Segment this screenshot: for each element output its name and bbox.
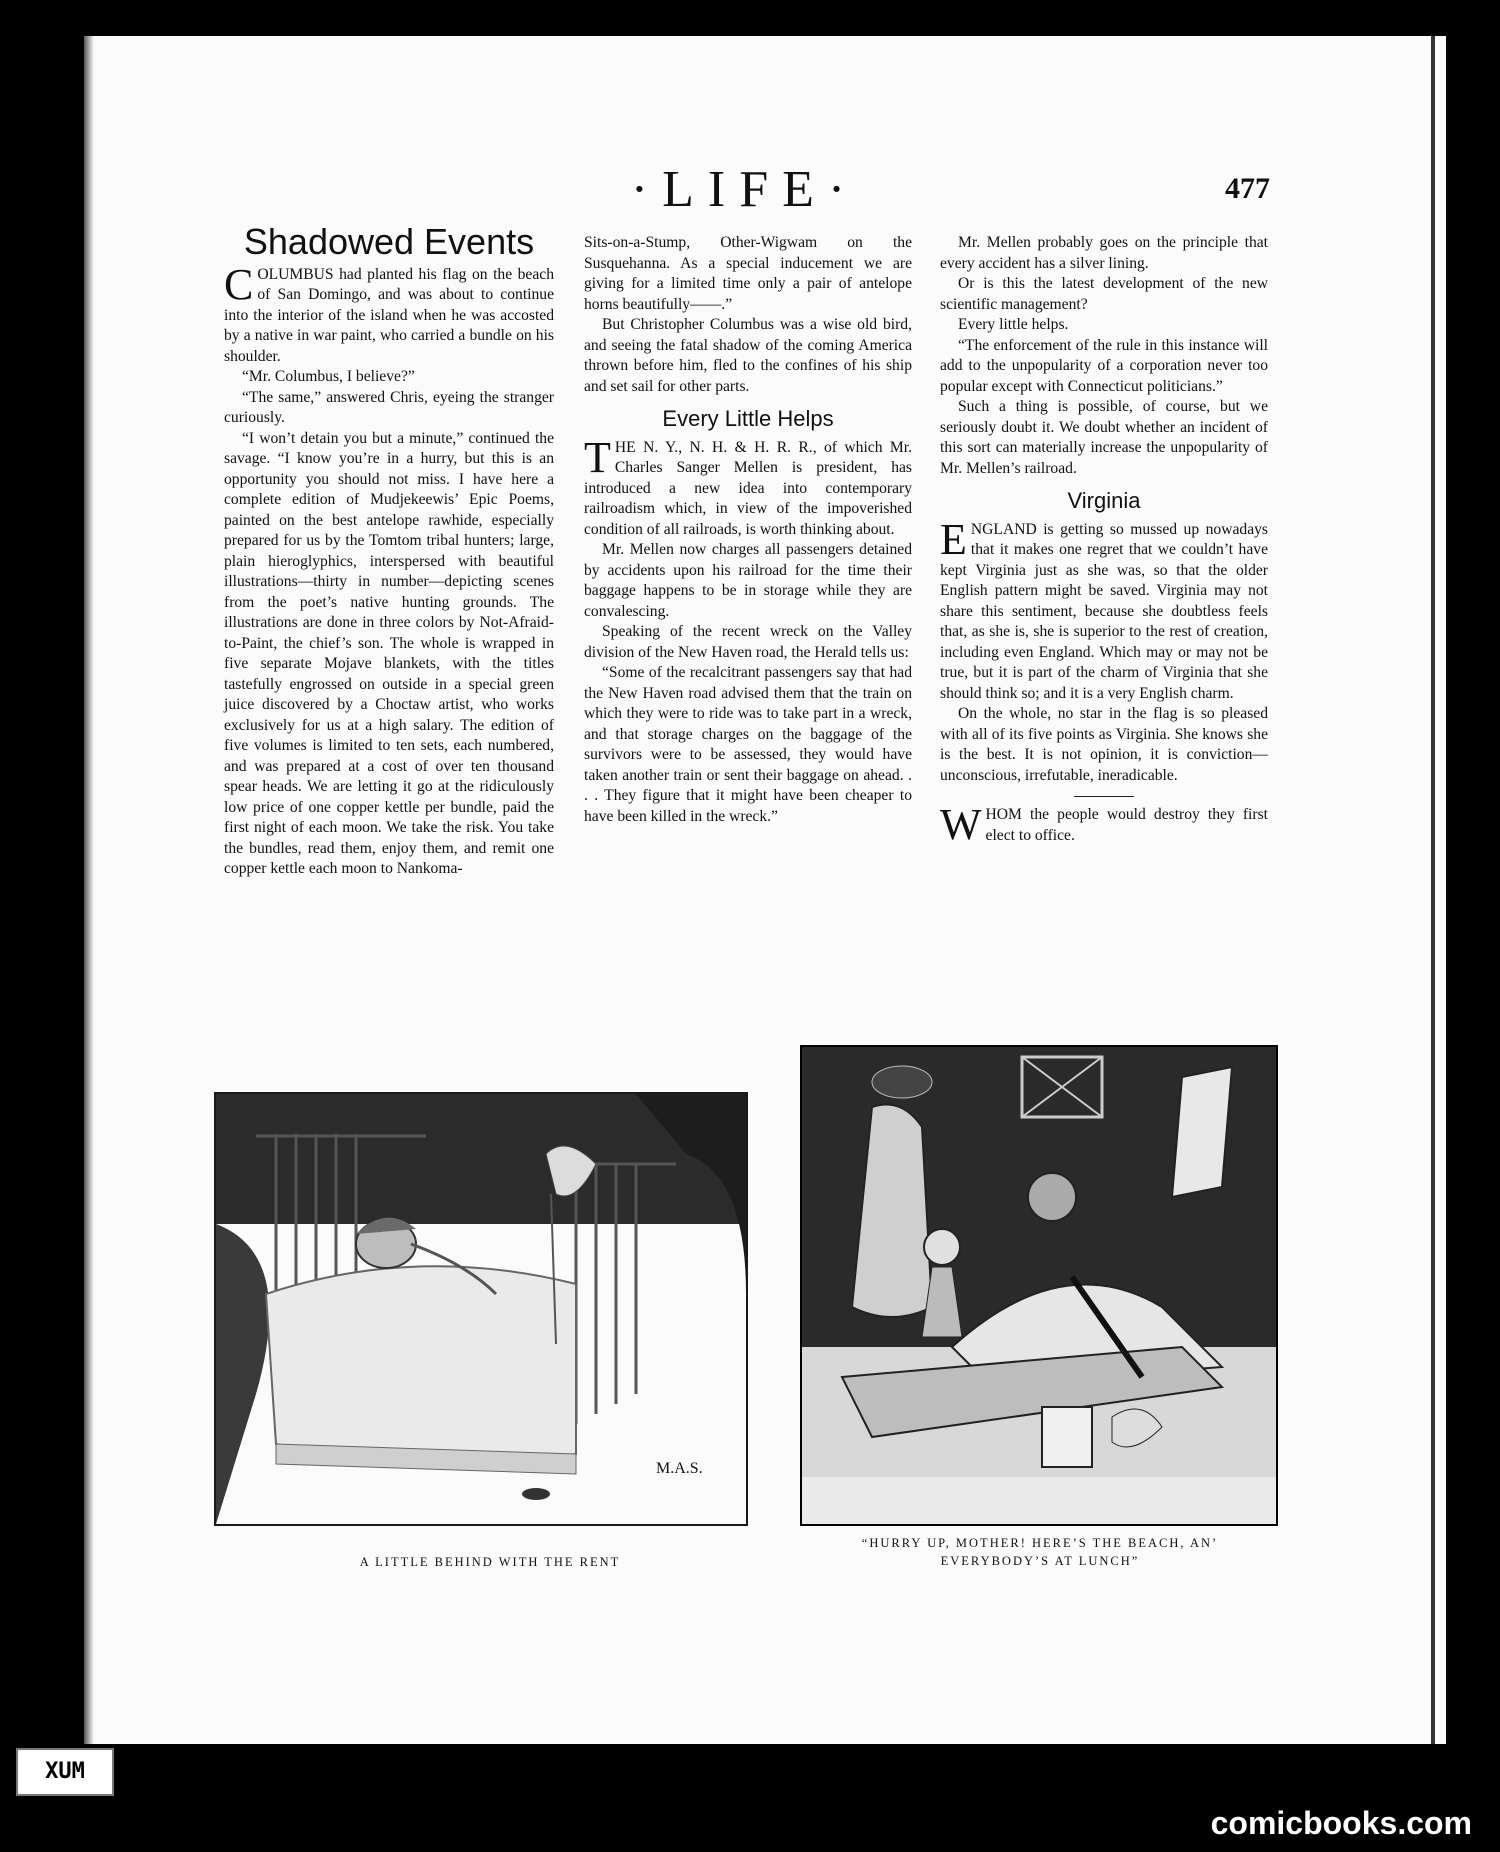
article-paragraph: THE N. Y., N. H. & H. R. R., of which Mr. Charles Sanger Mellen is president, has introduced a new idea into contemporary railroadism which, in view of the impoverished condition of all railroads, is worth thinking about. [584, 432, 912, 538]
caption-right-line-1: “HURRY UP, MOTHER! HERE’S THE BEACH, AN’ [861, 1536, 1219, 1550]
illustration-beach-scene [800, 1045, 1278, 1526]
article-paragraph: Such a thing is possible, of course, but we seriously doubt it. We doubt whether an incident of this sort can materially increase the unpopularity of Mr. Mellen’s railroad. [940, 398, 1268, 477]
archive-stamp-label: XUM [16, 1748, 114, 1796]
article-paragraph: But Christopher Columbus was a wise old bird, and seeing the fatal shadow of the coming America thrown before him, fled to the confines of his ship and set sail for other parts. [584, 316, 912, 395]
caption-left: A LITTLE BEHIND WITH THE RENT [359, 1555, 621, 1569]
beach-lunch-drawing [802, 1047, 1276, 1524]
article-paragraph: Mr. Mellen now charges all passengers detained by accidents upon his railroad for the time their baggage happens to be in storage while they are convalescing. [584, 541, 912, 620]
article-paragraph: On the whole, no star in the flag is so pleased with all of its five points as Virginia. She knows she is the best. It is not opinion, it is conviction—unconscious, irrefutable, ineradicable. [940, 705, 1268, 784]
masthead-title: ·LIFE· [630, 161, 860, 218]
article-paragraph: “I won’t detain you but a minute,” continued the savage. “I know you’re in a hurry, but this is an opportunity you should not miss. I have here a complete edition of Mudjekeewis’ Epic Poems, painted on the best antelope rawhide, especially prepared for us by the Tomtom tribal hunters; large, plain hieroglyphics, interspersed with beautiful illustrations—thirty in number—depicting scenes from the poet’s native hunting grounds. The illustrations are done in three colors by Not-Afraid-to-Paint, the chief’s son. The whole is wrapped in five separate Mojave blankets, with the titles tastefully engrossed on outside in a special green juice discovered by a Choctaw artist, who works exclusively for us at a high salary. The edition of five volumes is limited to ten sets, each numbered, and was prepared at a cost of over ten thousand spear heads. We are letting it go at the ridiculously low price of one copper kettle per bundle, paid the first night of each moon. We take the risk. You take the bundles, read them, enjoy them, and remit one copper kettle each moon to Nankoma- [224, 429, 554, 877]
scan-border-top [0, 0, 1500, 36]
article-title-every-little-helps: Every Little Helps [662, 406, 834, 431]
column-2 [584, 233, 912, 827]
page-number: 477 [1225, 172, 1270, 205]
closing-epigram: WHOM the people would destroy they first elect to office. [940, 800, 1268, 849]
drop-cap: T [584, 432, 611, 482]
article-paragraph: Speaking of the recent wreck on the Valley division of the New Haven road, the Herald tells us: [584, 623, 912, 661]
article-paragraph: “Some of the recalcitrant passengers say that had the New Haven road advised them that the train on which they were to ride was to take part in a wreck, and that storage charges on the baggage of the survivors were to be assessed, they would have taken another train or sent their baggage on ahead. . . . They figure that it might have been cheaper to have been killed in the wreck.” [584, 664, 912, 825]
drop-cap: W [940, 800, 982, 849]
article-paragraph: “Mr. Columbus, I believe?” [242, 368, 415, 385]
caption-right-line-2: EVERYBODY’S AT LUNCH” [940, 1554, 1140, 1568]
column-1 [224, 221, 554, 880]
artist-signature: M.A.S. [656, 1460, 703, 1477]
drop-cap: C [224, 259, 254, 309]
article-paragraph: COLUMBUS had planted his flag on the beach of San Domingo, and was about to continue into the interior of the island when he was accosted by a native in war paint, who carried a bundle on his shoulder. [224, 259, 554, 365]
article-paragraph: ENGLAND is getting so mussed up nowadays that it makes one regret that we couldn’t have kept Virginia just as she was, so that the older English pattern might be saved. Virginia may not share this sentiment, because she doubtless feels that, as she is, she is superior to the rest of creation, including even England. Which may or may not be true, but it is part of the charm of Virginia that she should think so; and it is a very English charm. [940, 514, 1268, 702]
article-paragraph: “The same,” answered Chris, eyeing the stranger curiously. [224, 388, 554, 426]
article-paragraph: Every little helps. [958, 316, 1069, 333]
article-paragraph: “The enforcement of the rule in this instance will add to the unpopularity of a corporation never too popular except with Connecticut politicians.” [940, 336, 1268, 395]
page-edge-line [1431, 36, 1435, 1744]
section-divider [1074, 796, 1134, 797]
column-3 [940, 233, 1268, 849]
article-title-virginia: Virginia [1067, 488, 1141, 513]
drop-cap: E [940, 514, 967, 564]
illustration-sleeping-child [214, 1092, 748, 1526]
site-watermark: comicbooks.com [1210, 1805, 1472, 1841]
article-title-shadowed-events: Shadowed Events [243, 221, 535, 262]
article-paragraph: Sits-on-a-Stump, Other-Wigwam on the Susquehanna. As a special inducement we are giving for a limited time only a pair of antelope horns beautifully——.” [584, 234, 912, 313]
page-gutter-shadow [84, 36, 94, 1744]
caption-right [800, 1534, 1280, 1570]
article-paragraph: Or is this the latest development of the new scientific management? [940, 275, 1268, 313]
article-paragraph: Mr. Mellen probably goes on the principle that every accident has a silver lining. [940, 234, 1268, 272]
